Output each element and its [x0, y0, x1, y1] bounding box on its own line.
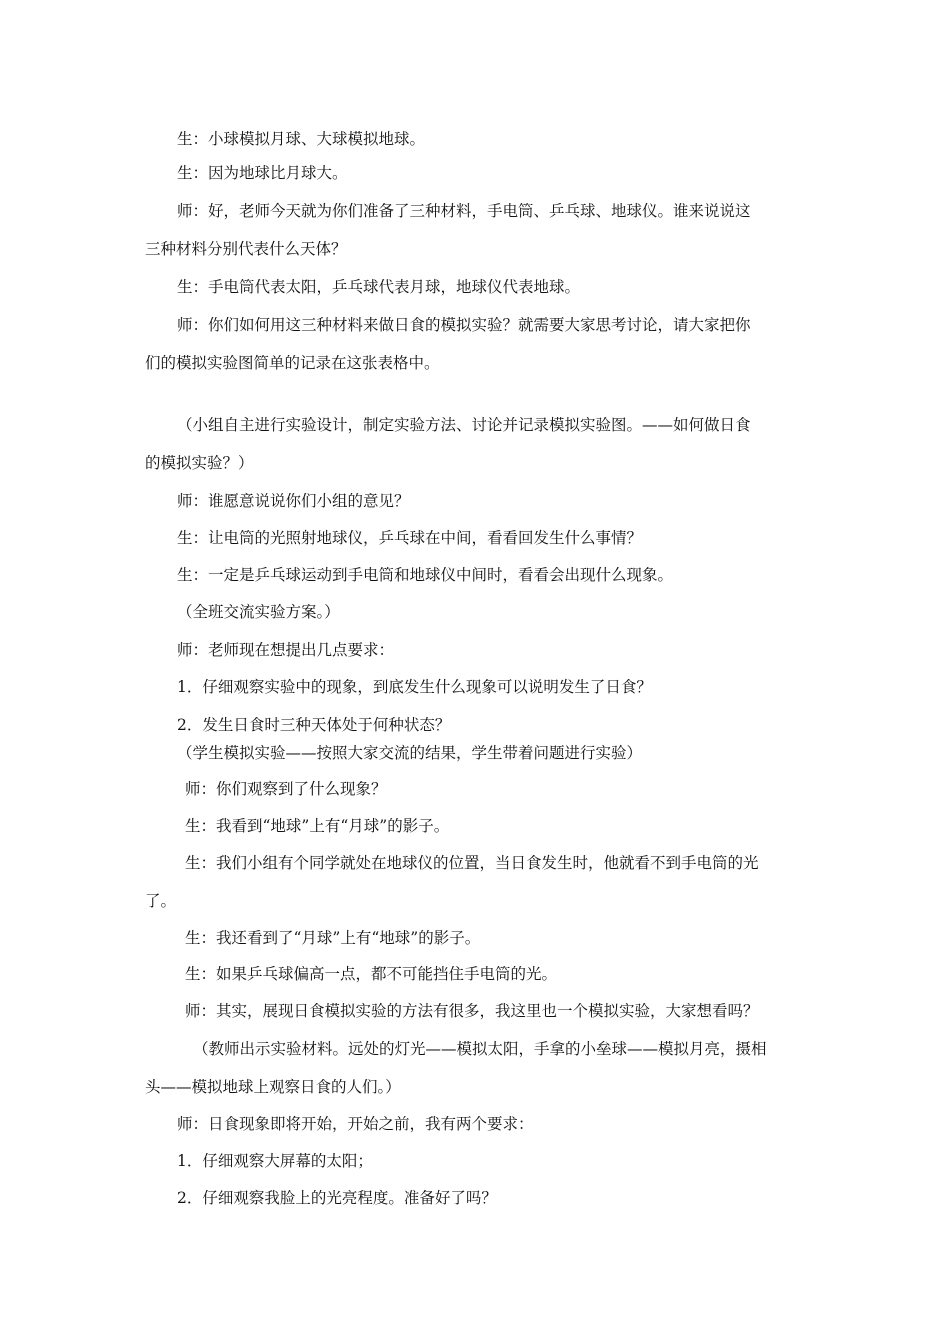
text-line: （全班交流实验方案。）: [177, 603, 340, 621]
text-line: 师：其实，展现日食模拟实验的方法有很多，我这里也一个模拟实验，大家想看吗？: [185, 1002, 759, 1020]
text-line: （学生模拟实验——按照大家交流的结果，学生带着问题进行实验）: [177, 744, 643, 762]
text-line: 师：你们观察到了什么现象？: [185, 780, 387, 798]
text-line: 生：我们小组有个同学就处在地球仪的位置，当日食发生时，他就看不到手电筒的光: [185, 854, 759, 872]
text-line: 1．仔细观察大屏幕的太阳；: [177, 1152, 373, 1170]
text-line: 生：一定是乒乓球运动到手电筒和地球仪中间时，看看会出现什么现象。: [177, 566, 674, 584]
text-line: 2．发生日食时三种天体处于何种状态？: [177, 716, 451, 734]
text-line: 师：老师现在想提出几点要求：: [177, 641, 395, 659]
text-line: 生：小球模拟月球、大球模拟地球。: [177, 130, 426, 148]
text-line: 2．仔细观察我脸上的光亮程度。准备好了吗？: [177, 1189, 497, 1207]
text-line: 生：让电筒的光照射地球仪，乒乓球在中间，看看回发生什么事情？: [177, 529, 643, 547]
text-line: 生：因为地球比月球大。: [177, 164, 348, 182]
text-line: 头——模拟地球上观察日食的人们。）: [145, 1078, 401, 1096]
text-line: 师：好，老师今天就为你们准备了三种材料，手电筒、乒乓球、地球仪。谁来说说这: [177, 202, 751, 220]
text-line: 们的模拟实验图简单的记录在这张表格中。: [145, 354, 440, 372]
text-line: 了。: [145, 892, 177, 910]
text-line: （小组自主进行实验设计，制定实验方法、讨论并记录模拟实验图。——如何做日食: [177, 416, 751, 434]
text-line: （教师出示实验材料。远处的灯光——模拟太阳，手拿的小垒球——模拟月亮，摄相: [193, 1040, 767, 1058]
text-line: 生：我看到“地球”上有“月球”的影子。: [185, 817, 450, 835]
text-line: 师：谁愿意说说你们小组的意见？: [177, 492, 410, 510]
text-line: 师：日食现象即将开始，开始之前，我有两个要求：: [177, 1115, 534, 1133]
text-line: 三种材料分别代表什么天体？: [145, 240, 347, 258]
text-line: 生：我还看到了“月球”上有“地球”的影子。: [185, 929, 481, 947]
text-line: 生：手电筒代表太阳，乒乓球代表月球，地球仪代表地球。: [177, 278, 581, 296]
text-line: 的模拟实验？）: [145, 454, 254, 472]
text-line: 师：你们如何用这三种材料来做日食的模拟实验？就需要大家思考讨论，请大家把你: [177, 316, 751, 334]
text-line: 1．仔细观察实验中的现象，到底发生什么现象可以说明发生了日食？: [177, 678, 652, 696]
text-line: 生：如果乒乓球偏高一点，都不可能挡住手电筒的光。: [185, 965, 558, 983]
